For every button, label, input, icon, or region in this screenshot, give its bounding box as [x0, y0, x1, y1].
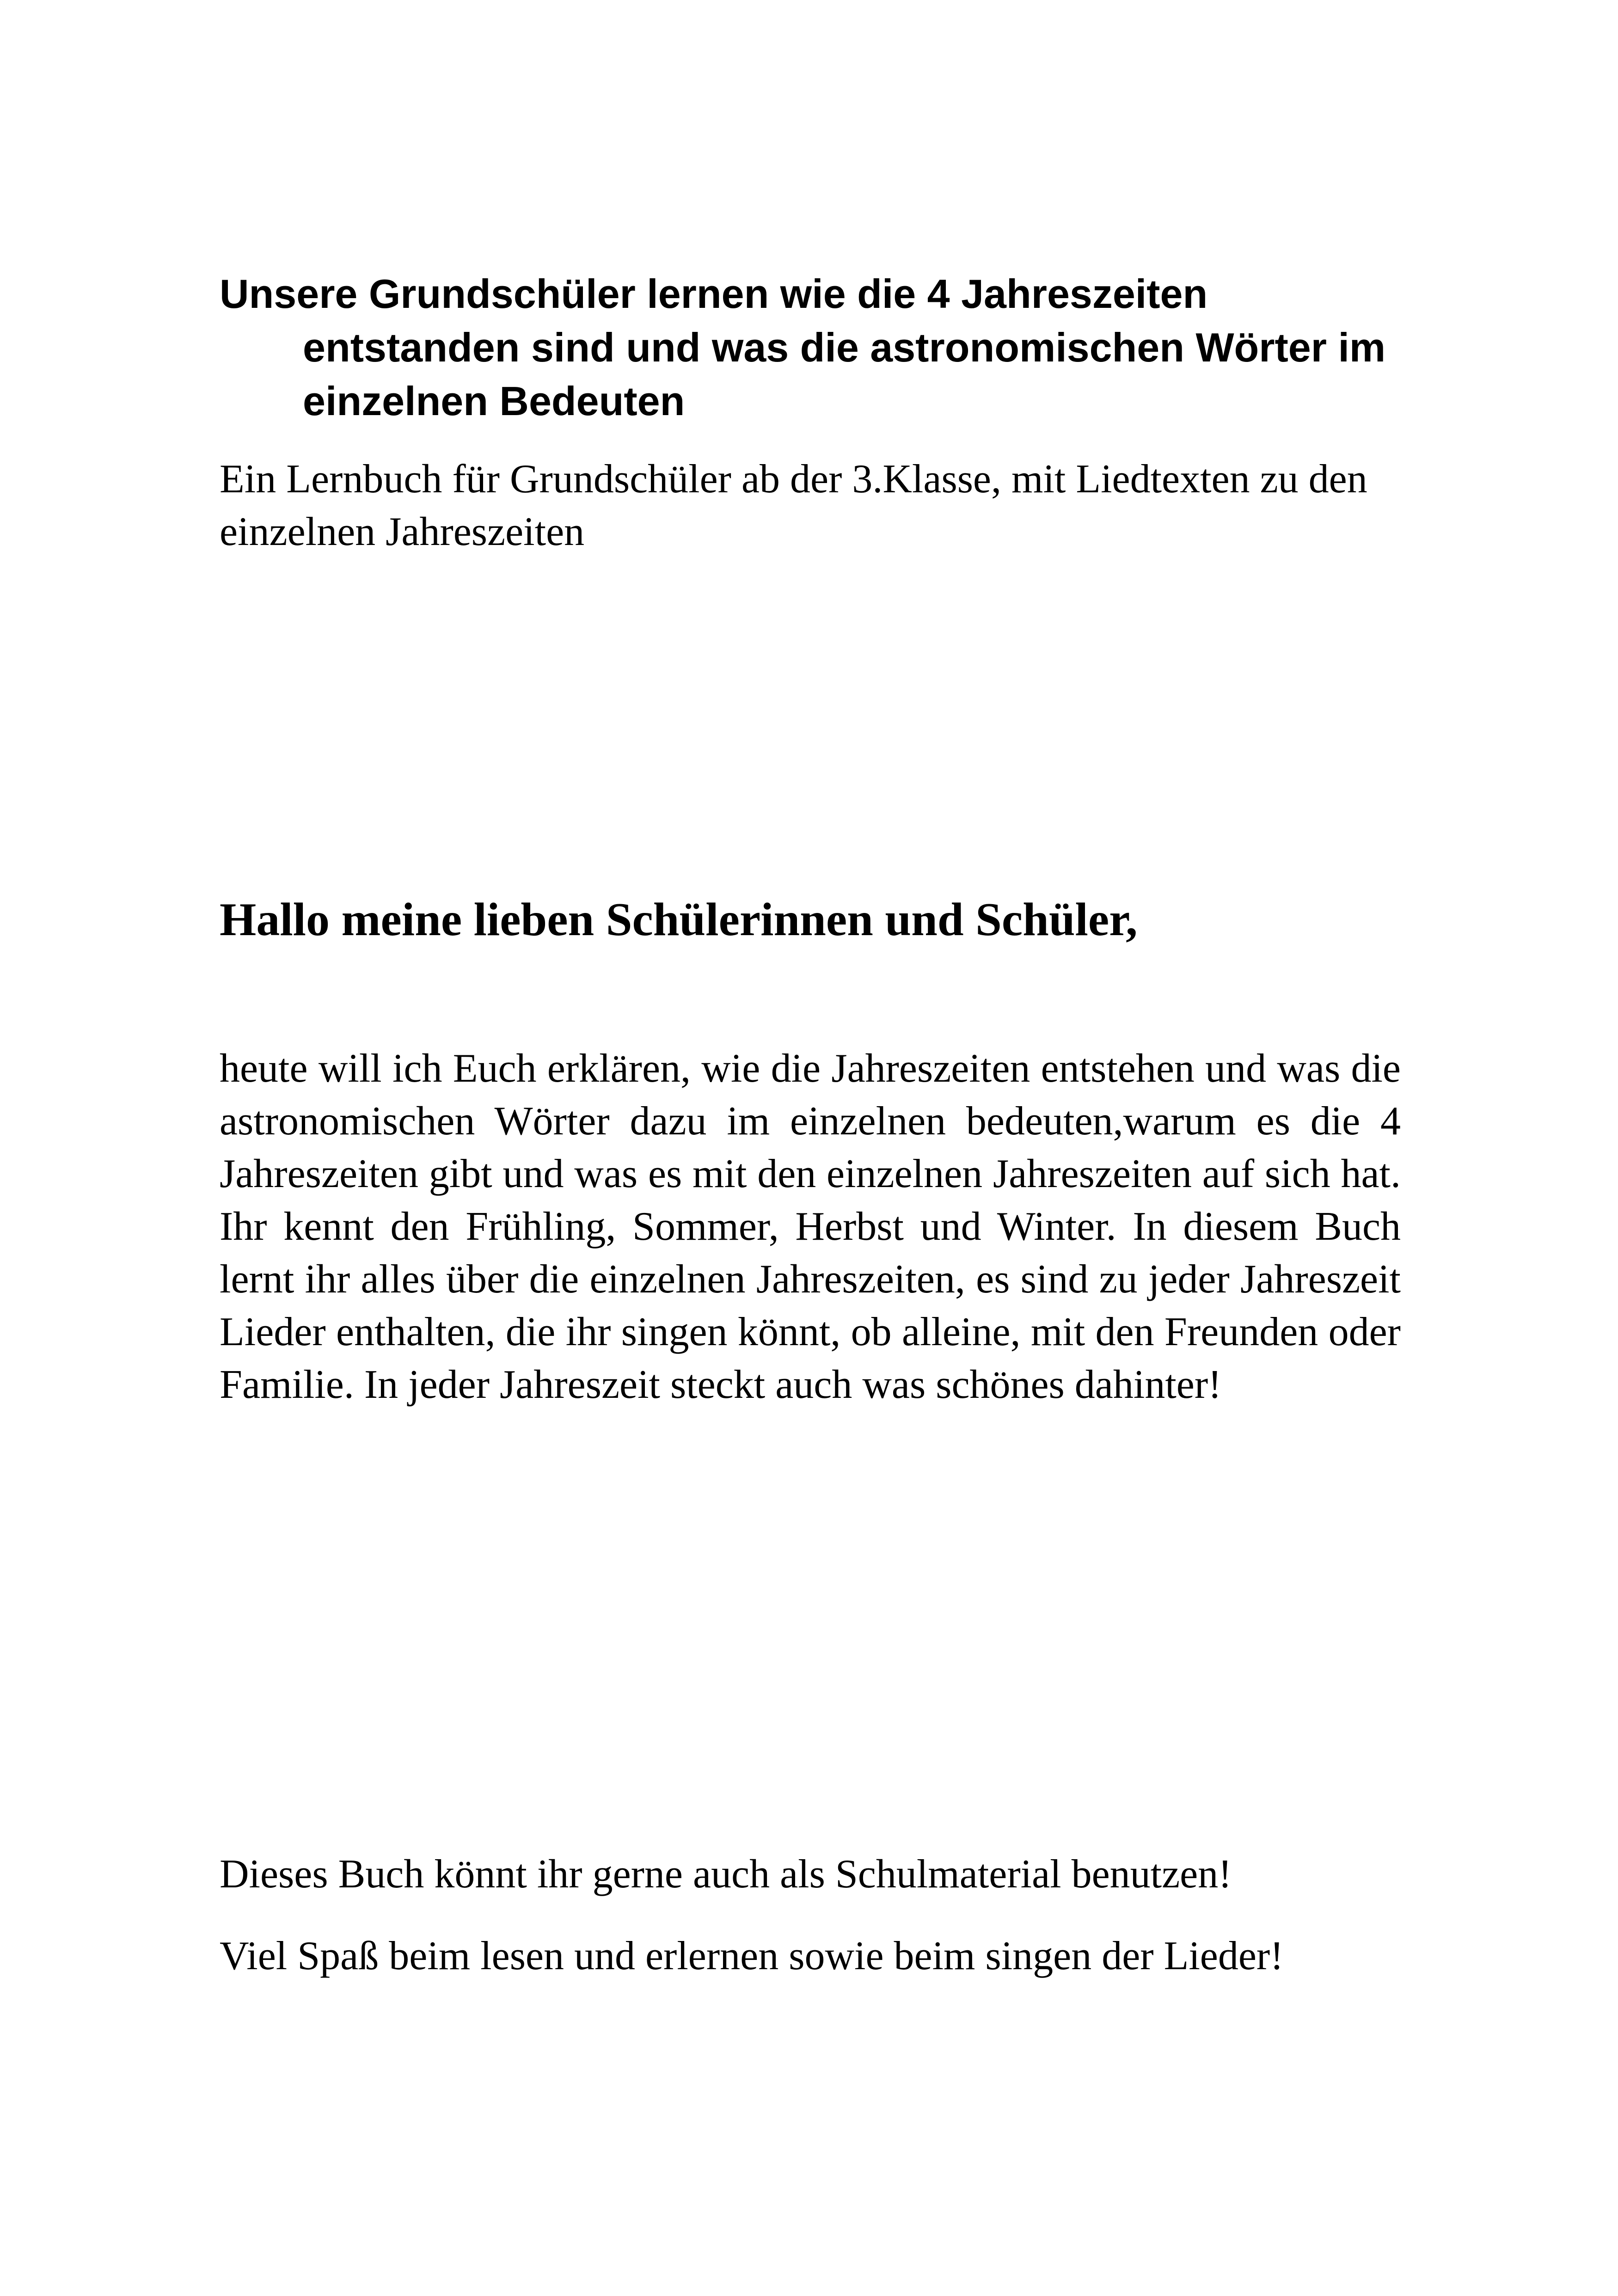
intro-paragraph: heute will ich Euch erklären, wie die Jahreszeiten entstehen und was die astronomischen Wörter dazu im einzelnen bedeuten,warum es die 4 Jahreszeiten gibt und was es mit den einzelnen Jahreszeiten auf sich hat. Ihr kennt den Frühling, Sommer, Herbst und Winter. In diesem Buch lernt ihr alles über die einzelnen Jahreszeiten, es sind zu jeder Jahreszeit Lieder enthalten, die ihr singen könnt, ob alleine, mit den Freunden oder Familie. In jeder Jahreszeit steckt auch was schönes dahinter!	[220, 1046, 1401, 1407]
document-subtitle: Ein Lernbuch für Grundschüler ab der 3.Klasse, mit Liedtexten zu den einzelnen Jahreszeiten	[220, 457, 1367, 554]
greeting-heading: Hallo meine lieben Schülerinnen und Schüler,	[220, 894, 1138, 946]
closing-line-1: Dieses Buch könnt ihr gerne auch als Schulmaterial benutzen!	[220, 1852, 1232, 1897]
closing-line-2: Viel Spaß beim lesen und erlernen sowie beim singen der Lieder!	[220, 1934, 1284, 1978]
document-title: Unsere Grundschüler lernen wie die 4 Jahreszeiten entstanden sind und was die astronomischen Wörter im einzelnen Bedeuten	[220, 271, 1386, 424]
